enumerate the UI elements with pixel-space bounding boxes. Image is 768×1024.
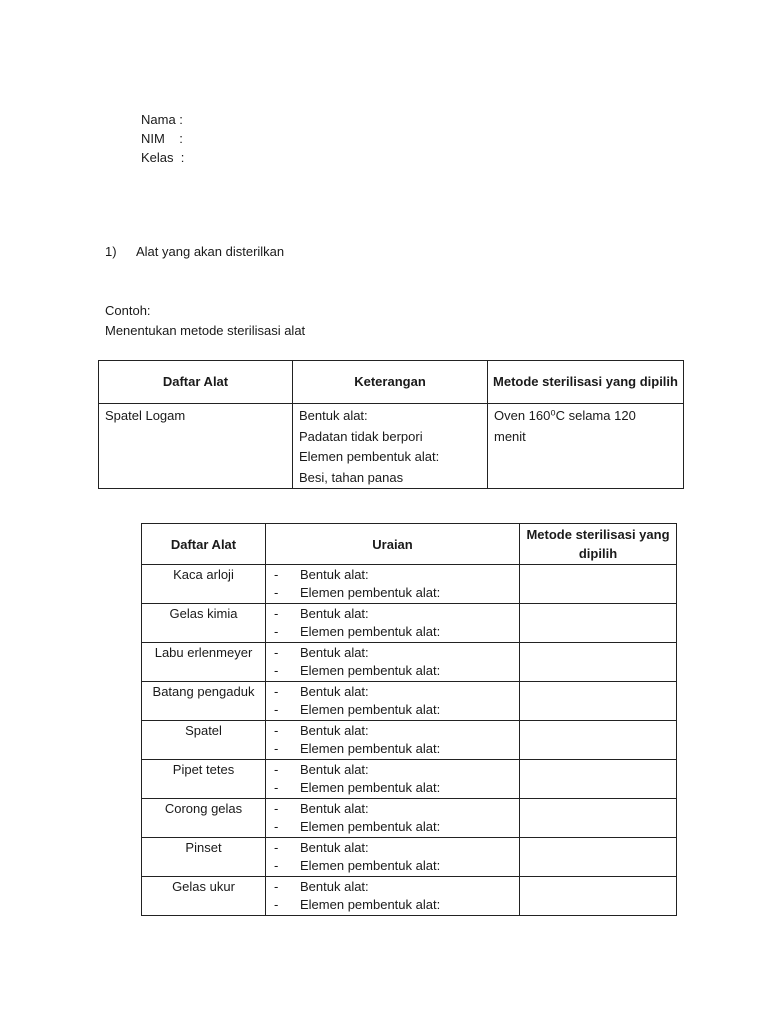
metode-input-cell[interactable] bbox=[520, 682, 677, 721]
elemen-label: Elemen pembentuk alat: bbox=[300, 897, 441, 912]
example-alat-cell: Spatel Logam bbox=[99, 404, 293, 489]
dash-bullet: - bbox=[274, 858, 279, 873]
table-row bbox=[142, 643, 677, 682]
metode-input-cell[interactable] bbox=[520, 838, 677, 877]
dash-bullet: - bbox=[274, 741, 279, 756]
example-subheading: Menentukan metode sterilisasi alat bbox=[105, 323, 306, 338]
header-metode: Metode sterilisasi yang dipilih bbox=[520, 524, 677, 565]
elemen-label: Elemen pembentuk alat: bbox=[300, 741, 441, 756]
question-1 bbox=[105, 244, 284, 259]
elemen-label: Elemen pembentuk alat: bbox=[300, 819, 441, 834]
keterangan-line: Bentuk alat: bbox=[299, 408, 368, 423]
alat-name-cell: Gelas kimia bbox=[142, 604, 266, 643]
bentuk-label: Bentuk alat: bbox=[300, 567, 369, 582]
metode-input-cell[interactable] bbox=[520, 799, 677, 838]
bentuk-line bbox=[266, 800, 519, 818]
elemen-label: Elemen pembentuk alat: bbox=[300, 858, 441, 873]
question-text: Alat yang akan disterilkan bbox=[136, 244, 285, 259]
nim-label: NIM : bbox=[141, 131, 183, 146]
example-heading: Contoh: bbox=[105, 303, 151, 318]
metode-input-cell[interactable] bbox=[520, 760, 677, 799]
elemen-line bbox=[266, 623, 519, 641]
uraian-cell bbox=[266, 799, 520, 838]
uraian-cell bbox=[266, 838, 520, 877]
alat-name-cell: Batang pengaduk bbox=[142, 682, 266, 721]
dash-bullet: - bbox=[274, 606, 279, 621]
dash-bullet: - bbox=[274, 585, 279, 600]
bentuk-line bbox=[266, 761, 519, 779]
elemen-label: Elemen pembentuk alat: bbox=[300, 663, 441, 678]
alat-name-cell: Labu erlenmeyer bbox=[142, 643, 266, 682]
elemen-line bbox=[266, 701, 519, 719]
elemen-line bbox=[266, 896, 519, 914]
table-row bbox=[142, 877, 677, 916]
elemen-label: Elemen pembentuk alat: bbox=[300, 780, 441, 795]
uraian-cell bbox=[266, 760, 520, 799]
table-row bbox=[142, 721, 677, 760]
table-row bbox=[142, 799, 677, 838]
dash-bullet: - bbox=[274, 684, 279, 699]
metode-input-cell[interactable] bbox=[520, 721, 677, 760]
bentuk-label: Bentuk alat: bbox=[300, 840, 369, 855]
alat-name-cell: Kaca arloji bbox=[142, 565, 266, 604]
keterangan-line: Elemen pembentuk alat: bbox=[299, 449, 440, 464]
metode-input-cell[interactable] bbox=[520, 604, 677, 643]
metode-input-cell[interactable] bbox=[520, 877, 677, 916]
dash-bullet: - bbox=[274, 840, 279, 855]
metode-input-cell[interactable] bbox=[520, 643, 677, 682]
class-label: Kelas : bbox=[141, 150, 185, 165]
bentuk-line bbox=[266, 722, 519, 740]
alat-name-cell: Corong gelas bbox=[142, 799, 266, 838]
uraian-cell bbox=[266, 643, 520, 682]
uraian-cell bbox=[266, 604, 520, 643]
bentuk-line bbox=[266, 878, 519, 896]
dash-bullet: - bbox=[274, 645, 279, 660]
elemen-line bbox=[266, 857, 519, 875]
table-row bbox=[142, 838, 677, 877]
header-keterangan: Keterangan bbox=[293, 361, 488, 404]
keterangan-line: Besi, tahan panas bbox=[299, 469, 404, 485]
example-keterangan-cell bbox=[293, 404, 488, 489]
dash-bullet: - bbox=[274, 780, 279, 795]
bentuk-label: Bentuk alat: bbox=[300, 762, 369, 777]
task-table bbox=[141, 523, 677, 916]
elemen-label: Elemen pembentuk alat: bbox=[300, 624, 441, 639]
keterangan-line: Padatan tidak berpori bbox=[299, 428, 423, 444]
dash-bullet: - bbox=[274, 897, 279, 912]
dash-bullet: - bbox=[274, 762, 279, 777]
elemen-line bbox=[266, 779, 519, 797]
alat-name-cell: Pipet tetes bbox=[142, 760, 266, 799]
dash-bullet: - bbox=[274, 723, 279, 738]
bentuk-line bbox=[266, 605, 519, 623]
table-row bbox=[142, 604, 677, 643]
header-daftar-alat: Daftar Alat bbox=[99, 361, 293, 404]
uraian-cell bbox=[266, 682, 520, 721]
example-header-row bbox=[99, 361, 684, 404]
bentuk-label: Bentuk alat: bbox=[300, 684, 369, 699]
uraian-cell bbox=[266, 565, 520, 604]
elemen-label: Elemen pembentuk alat: bbox=[300, 585, 441, 600]
bentuk-label: Bentuk alat: bbox=[300, 606, 369, 621]
table-row bbox=[142, 682, 677, 721]
elemen-label: Elemen pembentuk alat: bbox=[300, 702, 441, 717]
metode-input-cell[interactable] bbox=[520, 565, 677, 604]
question-number: 1) bbox=[105, 244, 117, 259]
dash-bullet: - bbox=[274, 819, 279, 834]
bentuk-line bbox=[266, 566, 519, 584]
header-metode: Metode sterilisasi yang dipilih bbox=[488, 361, 684, 404]
header-uraian: Uraian bbox=[266, 524, 520, 565]
elemen-line bbox=[266, 584, 519, 602]
task-header-row bbox=[142, 524, 677, 565]
bentuk-label: Bentuk alat: bbox=[300, 879, 369, 894]
header-daftar-alat: Daftar Alat bbox=[142, 524, 266, 565]
metode-line: menit bbox=[494, 428, 526, 444]
elemen-line bbox=[266, 740, 519, 758]
bentuk-line bbox=[266, 683, 519, 701]
metode-line: Oven 160⁰C selama 120 bbox=[494, 408, 636, 423]
bentuk-label: Bentuk alat: bbox=[300, 801, 369, 816]
uraian-cell bbox=[266, 721, 520, 760]
example-table bbox=[98, 360, 684, 489]
dash-bullet: - bbox=[274, 879, 279, 894]
dash-bullet: - bbox=[274, 801, 279, 816]
dash-bullet: - bbox=[274, 567, 279, 582]
bentuk-line bbox=[266, 839, 519, 857]
name-label: Nama : bbox=[141, 112, 183, 127]
alat-name-cell: Gelas ukur bbox=[142, 877, 266, 916]
table-row bbox=[142, 760, 677, 799]
alat-name-cell: Spatel bbox=[142, 721, 266, 760]
dash-bullet: - bbox=[274, 702, 279, 717]
dash-bullet: - bbox=[274, 663, 279, 678]
example-row bbox=[99, 404, 684, 489]
table-row bbox=[142, 565, 677, 604]
bentuk-label: Bentuk alat: bbox=[300, 645, 369, 660]
alat-name-cell: Pinset bbox=[142, 838, 266, 877]
elemen-line bbox=[266, 662, 519, 680]
dash-bullet: - bbox=[274, 624, 279, 639]
bentuk-line bbox=[266, 644, 519, 662]
uraian-cell bbox=[266, 877, 520, 916]
bentuk-label: Bentuk alat: bbox=[300, 723, 369, 738]
elemen-line bbox=[266, 818, 519, 836]
example-metode-cell bbox=[488, 404, 684, 489]
